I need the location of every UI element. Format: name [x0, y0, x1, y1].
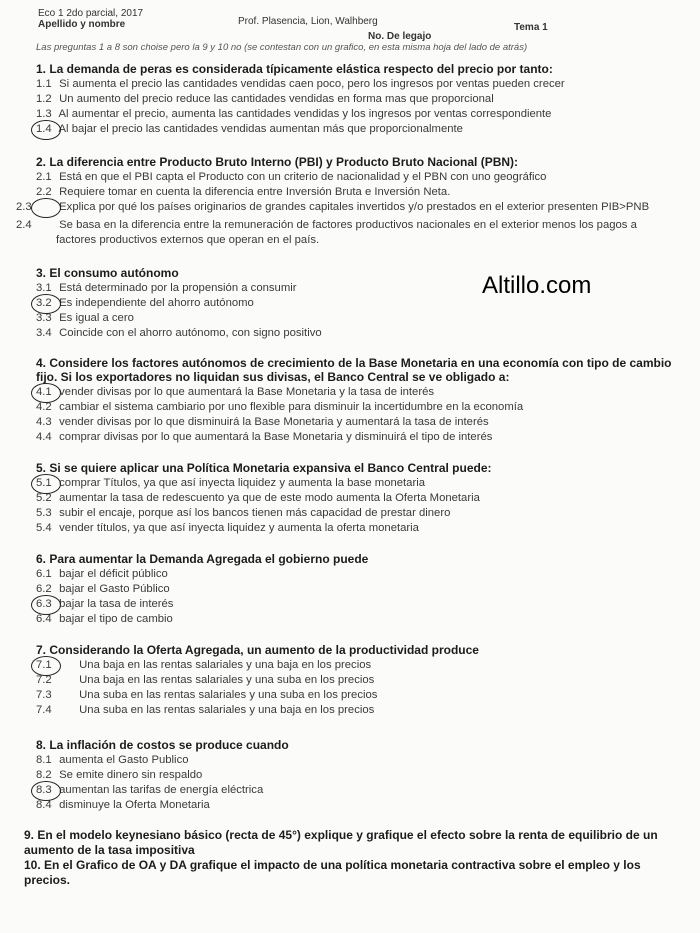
name-label: Apellido y nombre	[38, 19, 126, 30]
option-7-1: 7.1 Una baja en las rentas salariales y una baja en los precios	[36, 658, 676, 673]
question-title: 7. Considerando la Oferta Agregada, un aumento de la productividad produce	[36, 643, 479, 657]
answer-circle-mark	[31, 120, 61, 140]
option-4-1: 4.1 vender divisas por lo que aumentará la Base Monetaria y la tasa de interés	[36, 385, 676, 400]
option-3-4: 3.4 Coincide con el ahorro autónomo, con signo positivo	[36, 327, 322, 339]
answer-circle-mark	[31, 198, 61, 218]
watermark: Altillo.com	[482, 272, 592, 299]
option-2-1: 2.1 Está en que el PBI capta el Producto con un criterio de nacionalidad y el PBN con uno geográfico	[36, 171, 547, 183]
option-6-3: 6.3 bajar la tasa de interés	[36, 597, 676, 612]
question-title: 2. La diferencia entre Producto Bruto Interno (PBI) y Producto Bruto Nacional (PBN):	[36, 155, 519, 169]
legajo-label: No. De legajo	[368, 31, 432, 42]
option-7-3: 7.3 Una suba en las rentas salariales y una suba en los precios	[36, 689, 378, 701]
option-4-3: 4.3 vender divisas por lo que disminuirá la Base Monetaria y aumentará la tasa de interés	[36, 416, 489, 428]
question-5	[36, 461, 676, 536]
course-label: Eco 1 2do parcial, 2017	[38, 8, 144, 19]
question-8	[36, 738, 676, 813]
theme-label: Tema 1	[514, 22, 548, 33]
option-5-2: 5.2 aumentar la tasa de redescuento ya que de este modo aumenta la Oferta Monetaria	[36, 492, 480, 504]
option-1-1: 1.1 Si aumenta el precio las cantidades vendidas caen poco, pero los ingresos por ventas pueden crecer	[36, 78, 565, 90]
option-5-3: 5.3 subir el encaje, porque así los bancos tienen más capacidad de prestar dinero	[36, 507, 451, 519]
question-10: 10. En el Grafico de OA y DA grafique el impacto de una política monetaria contractiva sobre el empleo y los precios.	[24, 858, 641, 887]
option-8-4: 8.4 disminuye la Oferta Monetaria	[36, 799, 210, 811]
question-9: 9. En el modelo keynesiano básico (recta de 45°) explique y grafique el efecto sobre la renta de equilibrio de un aumento de la tasa impositiva	[24, 828, 658, 857]
option-3-2: 3.2 Es independiente del ahorro autónomo	[36, 296, 676, 311]
option-8-2: 8.2 Se emite dinero sin respaldo	[36, 769, 203, 781]
option-1-3: 1.3 Al aumentar el precio, aumenta las cantidades vendidas y los ingresos por ventas correspondiente	[36, 108, 552, 120]
question-title: 6. Para aumentar la Demanda Agregada el gobierno puede	[36, 552, 369, 566]
option-8-1: 8.1 aumenta el Gasto Publico	[36, 754, 189, 766]
question-title: 8. La inflación de costos se produce cuando	[36, 738, 289, 752]
question-2	[16, 155, 676, 248]
option-8-3: 8.3 aumentan las tarifas de energía eléctrica	[36, 783, 676, 798]
question-6	[36, 552, 676, 627]
option-1-2: 1.2 Un aumento del precio reduce las cantidades vendidas en forma mas que proporcional	[36, 93, 494, 105]
question-title: 3. El consumo autónomo	[36, 266, 179, 280]
option-3-1: 3.1 Está determinado por la propensión a consumir	[36, 282, 297, 294]
question-7	[36, 643, 676, 718]
option-5-1: 5.1 comprar Títulos, ya que así inyecta liquidez y aumenta la base monetaria	[36, 476, 676, 491]
option-7-2: 7.2 Una baja en las rentas salariales y una suba en los precios	[36, 674, 375, 686]
option-4-2: 4.2 cambiar el sistema cambiario por uno flexible para disminuir la incertidumbre en la economía	[36, 401, 524, 413]
instructions: Las preguntas 1 a 8 son choise pero la 9 y 10 no (se contestan con un grafico, en esta misma hoja del lado de atrás)	[36, 42, 528, 53]
question-title: 5. Si se quiere aplicar una Política Monetaria expansiva el Banco Central puede:	[36, 461, 492, 475]
option-6-2: 6.2 bajar el Gasto Público	[36, 583, 170, 595]
option-1-4: 1.4 Al bajar el precio las cantidades vendidas aumentan más que proporcionalmente	[36, 122, 676, 137]
option-2-3: 2.3 Explica por qué los países originarios de grandes capitales invertidos y/o prestados en el exterior presenten PIB>PNB	[36, 200, 676, 215]
option-2-4: 2.4 Se basa en la diferencia entre la remuneración de factores productivos nacionales en el exterior menos los pagos a factores productivos externos que operan en el país.	[16, 219, 637, 246]
option-6-1: 6.1 bajar el déficit público	[36, 568, 168, 580]
question-title: 4. Considere los factores autónomos de crecimiento de la Base Monetaria en una economía con tipo de cambio fijo. Si los exportadores no liquidan sus divisas, el Banco Central se ve obligado a:	[36, 356, 672, 384]
option-2-2: 2.2 Requiere tomar en cuenta la diferencia entre Inversión Bruta e Inversión Neta.	[36, 186, 451, 198]
option-6-4: 6.4 bajar el tipo de cambio	[36, 613, 173, 625]
question-1	[36, 62, 676, 137]
question-4	[36, 356, 676, 445]
professors-label: Prof. Plasencia, Lion, Walhberg	[238, 16, 378, 27]
option-4-4: 4.4 comprar divisas por lo que aumentará la Base Monetaria y disminuirá el tipo de interés	[36, 431, 493, 443]
question-title: 1. La demanda de peras es considerada típicamente elástica respecto del precio por tanto:	[36, 62, 553, 76]
option-3-3: 3.3 Es igual a cero	[36, 312, 134, 324]
option-5-4: 5.4 vender títulos, ya que así inyecta liquidez y aumenta la oferta monetaria	[36, 522, 419, 534]
question-3	[36, 266, 676, 341]
option-7-4: 7.4 Una suba en las rentas salariales y una baja en los precios	[36, 704, 375, 716]
